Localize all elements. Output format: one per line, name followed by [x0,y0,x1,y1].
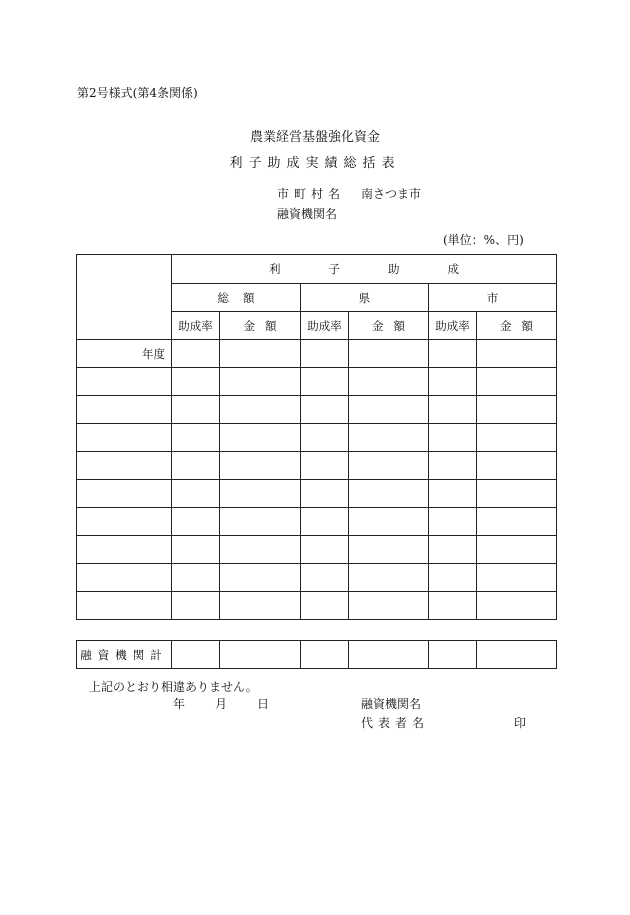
data-cell[interactable] [301,340,349,368]
year-cell[interactable] [77,480,172,508]
data-cell[interactable] [301,368,349,396]
total-table [76,640,557,669]
year-cell[interactable] [77,564,172,592]
data-cell[interactable] [429,564,477,592]
data-cell[interactable] [220,340,301,368]
amount-header: 金額 [349,312,429,340]
signer-bank-label: 融資機関名 [361,697,422,711]
data-cell[interactable] [301,480,349,508]
data-cell[interactable] [301,564,349,592]
data-cell[interactable] [220,508,301,536]
table-row [77,452,557,480]
data-cell[interactable] [429,452,477,480]
table-row [77,536,557,564]
data-cell[interactable] [429,340,477,368]
amount-header: 金額 [220,312,301,340]
data-cell[interactable] [172,592,220,620]
rate-header: 助成率 [301,312,349,340]
data-cell[interactable] [349,564,429,592]
data-cell[interactable] [477,536,557,564]
data-cell[interactable] [220,536,301,564]
data-cell[interactable] [220,564,301,592]
col-prefecture-header: 県 [301,284,429,312]
unit-note: (単位：%、円) [443,233,524,247]
confirmation-text: 上記のとおり相違ありません。 [89,680,258,694]
group-header: 利子助成 [172,255,557,284]
data-cell[interactable] [301,396,349,424]
data-cell[interactable] [172,396,220,424]
data-cell[interactable] [477,368,557,396]
data-cell[interactable] [349,480,429,508]
data-cell[interactable] [349,592,429,620]
data-cell[interactable] [220,480,301,508]
data-cell[interactable] [477,508,557,536]
data-cell[interactable] [172,564,220,592]
table-row [77,424,557,452]
data-cell[interactable] [220,368,301,396]
year-cell[interactable] [77,452,172,480]
header-blank-cell [77,255,172,340]
date-month: 月 [215,697,228,711]
table-row [77,592,557,620]
table-row [77,368,557,396]
year-cell[interactable] [77,424,172,452]
data-cell[interactable] [349,368,429,396]
data-cell[interactable] [429,536,477,564]
bank-label: 融資機関名 [277,207,338,221]
data-cell[interactable] [477,340,557,368]
data-cell[interactable] [429,508,477,536]
data-cell[interactable] [301,424,349,452]
total-cell[interactable] [477,641,557,669]
data-cell[interactable] [349,340,429,368]
date-year: 年 [173,697,186,711]
table-row [77,564,557,592]
rate-header: 助成率 [172,312,220,340]
total-cell[interactable] [301,641,349,669]
data-cell[interactable] [349,536,429,564]
col-total-header: 総額 [172,284,301,312]
total-cell[interactable] [172,641,220,669]
year-cell[interactable] [77,396,172,424]
year-cell[interactable] [77,368,172,396]
data-cell[interactable] [349,396,429,424]
data-cell[interactable] [349,508,429,536]
data-cell[interactable] [172,368,220,396]
data-cell[interactable] [301,452,349,480]
rate-header: 助成率 [429,312,477,340]
total-row-label: 融資機関計 [77,641,172,669]
total-cell[interactable] [429,641,477,669]
data-cell[interactable] [220,452,301,480]
data-cell[interactable] [172,508,220,536]
document-subtitle: 利子助成実績総括表 [229,156,401,171]
total-cell[interactable] [349,641,429,669]
seal-label: 印 [514,716,527,730]
table-row [77,340,557,368]
municipality-label: 市町村名 [277,187,346,201]
document-title: 農業経営基盤強化資金 [249,130,380,145]
data-cell[interactable] [429,592,477,620]
data-cell[interactable] [301,536,349,564]
date-line [173,698,269,710]
table-row [77,508,557,536]
table-row [77,396,557,424]
data-cell[interactable] [220,424,301,452]
data-cell[interactable] [301,508,349,536]
municipality-value: 南さつま市 [361,187,422,201]
year-cell[interactable] [77,592,172,620]
data-cell[interactable] [477,396,557,424]
year-cell[interactable] [77,536,172,564]
table-row [77,480,557,508]
year-cell[interactable] [77,508,172,536]
data-cell[interactable] [172,340,220,368]
data-cell[interactable] [429,368,477,396]
data-cell[interactable] [172,424,220,452]
data-cell[interactable] [429,480,477,508]
data-cell[interactable] [429,424,477,452]
summary-table [76,254,557,620]
year-cell[interactable]: 年度 [77,340,172,368]
data-cell[interactable] [172,536,220,564]
data-cell[interactable] [301,592,349,620]
date-day: 日 [257,697,270,711]
data-cell[interactable] [429,396,477,424]
col-city-header: 市 [429,284,557,312]
data-cell[interactable] [349,452,429,480]
data-cell[interactable] [477,480,557,508]
data-cell[interactable] [220,396,301,424]
data-cell[interactable] [349,424,429,452]
data-cell[interactable] [220,592,301,620]
data-cell[interactable] [477,424,557,452]
data-cell[interactable] [477,592,557,620]
data-cell[interactable] [172,480,220,508]
amount-header: 金額 [477,312,557,340]
representative-label: 代表者名 [361,716,430,730]
form-number: 第2号様式(第4条関係) [77,86,198,100]
data-cell[interactable] [477,452,557,480]
data-cell[interactable] [477,564,557,592]
data-cell[interactable] [172,452,220,480]
total-cell[interactable] [220,641,301,669]
